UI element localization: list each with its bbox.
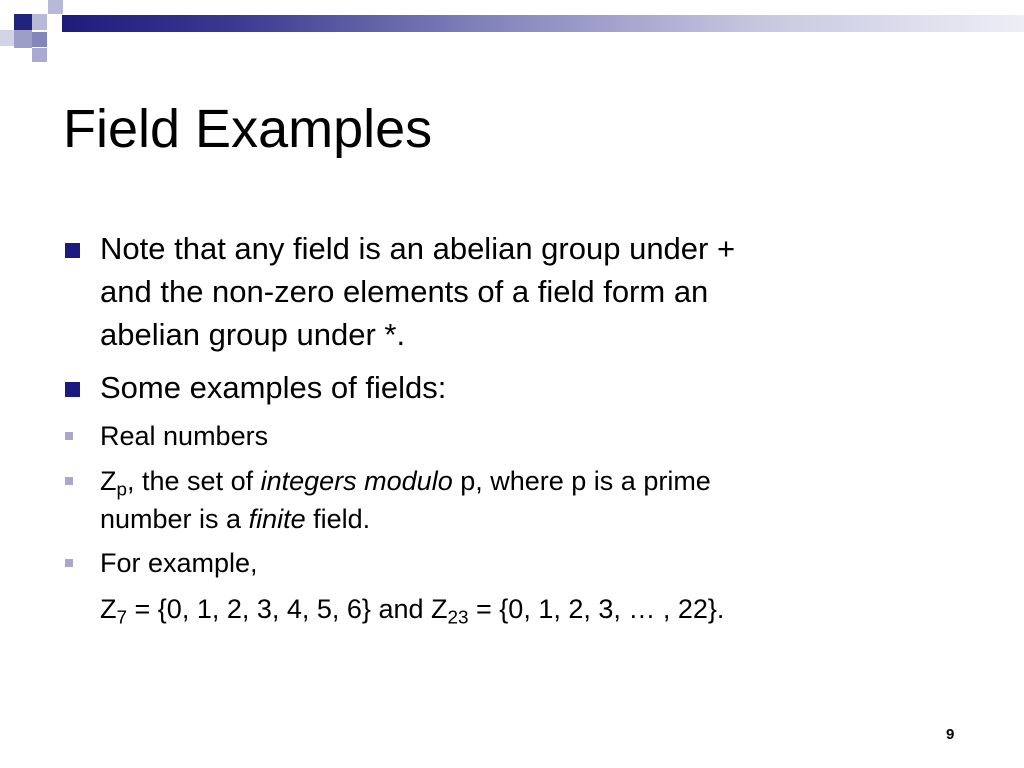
z-subscript: p [116,479,128,501]
deco-square [32,48,47,62]
example-line [100,590,724,628]
text-span: field. [305,504,371,534]
bullet-line: and the non-zero elements of a field form an [100,274,709,309]
z-symbol: Z [100,594,117,624]
bullet-square-icon [65,382,80,397]
text-span: , the set of [127,466,261,496]
z-subscript: 7 [116,607,128,629]
z-symbol: Z [100,466,117,496]
sub-bullet-square-icon [65,559,73,567]
sub-bullet-line [100,462,711,500]
bullet-line: abelian group under *. [100,317,406,352]
sub-bullet-square-icon [65,477,73,485]
page-number: 9 [946,726,955,743]
deco-square [14,30,32,48]
z-subscript: 23 [447,607,469,629]
deco-square [32,14,47,30]
deco-square [32,32,47,47]
text-span: = {0, 1, 2, 3, … , 22}. [468,594,725,624]
header-decoration [0,0,1024,70]
deco-square [0,30,14,46]
sub-bullet-line: Real numbers [100,421,269,451]
deco-square [48,0,63,14]
bullet-square-icon [65,243,80,258]
text-span: p, where p is a prime [452,466,711,496]
sub-bullet-line: For example, [100,548,258,578]
text-span: = {0, 1, 2, 3, 4, 5, 6} and Z [127,594,448,624]
bullet-line: Some examples of fields: [100,370,447,405]
sub-bullet-line [100,500,370,538]
sub-bullet-square-icon [65,432,73,440]
slide-title: Field Examples [63,99,433,159]
italic-text: finite [248,504,306,534]
bullet-line: Note that any field is an abelian group under + [100,231,736,266]
italic-text: integers modulo [260,466,453,496]
header-gradient-bar [62,15,1024,32]
text-span: number is a [100,504,249,534]
